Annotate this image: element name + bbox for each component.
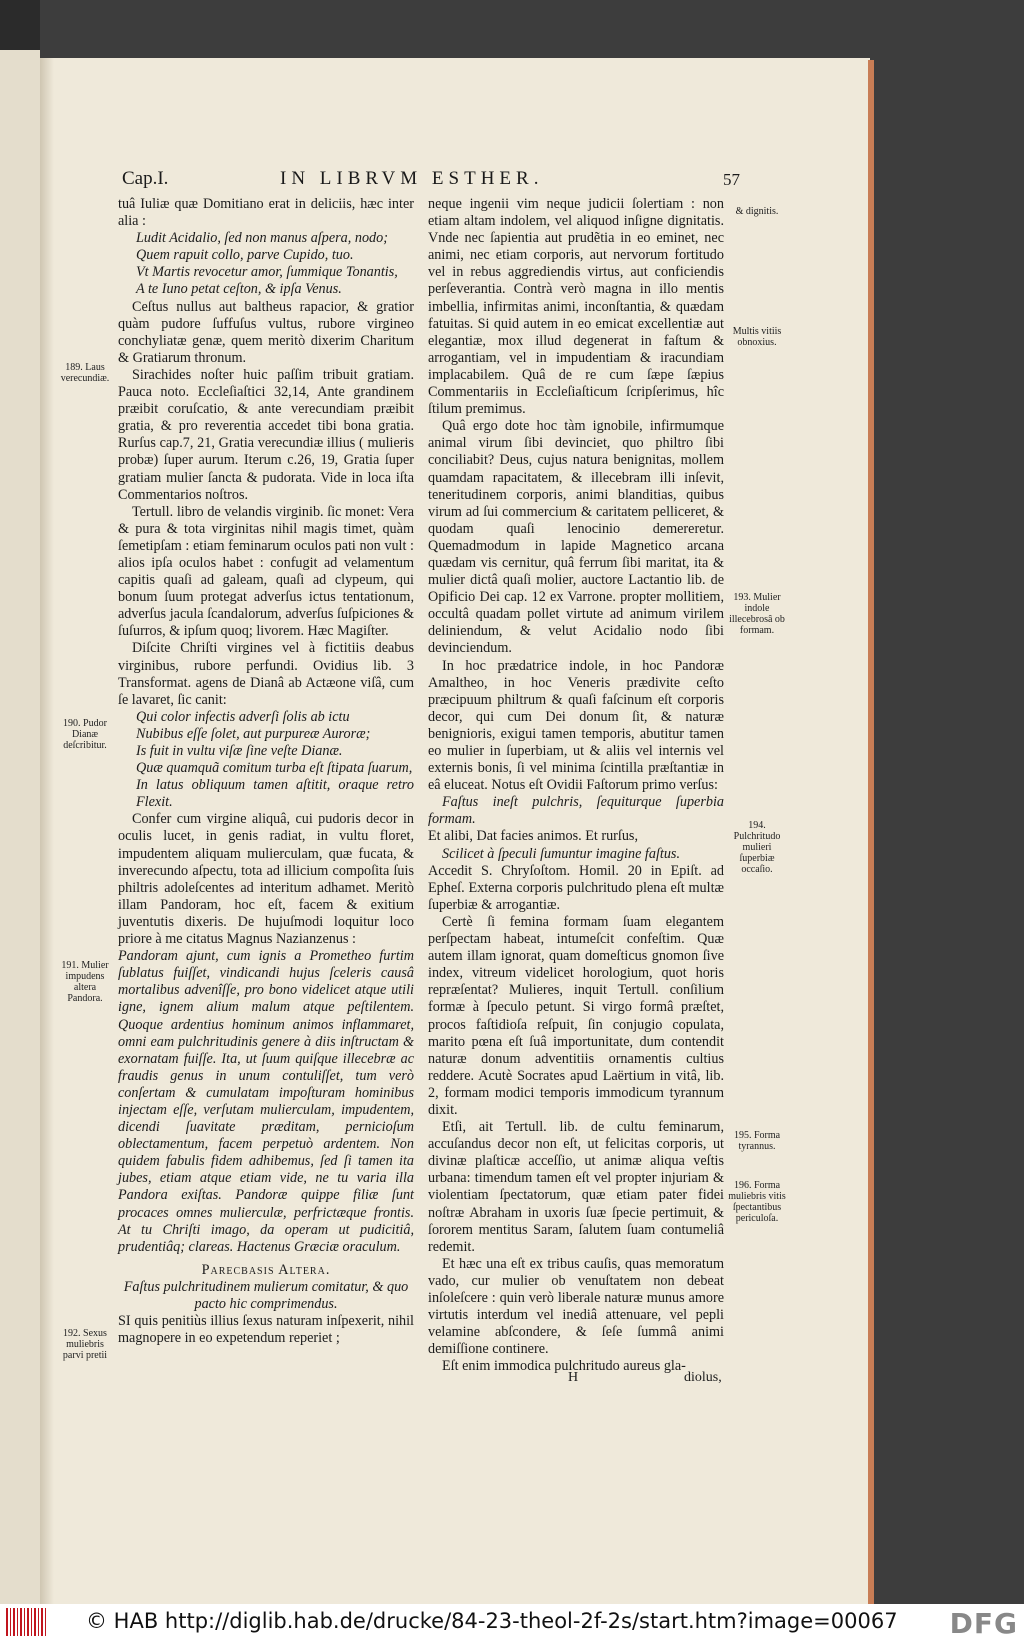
- right-column: [428, 196, 724, 1375]
- page-gutter: [40, 58, 54, 1604]
- verse-line: Quæ quamquã comitum turba eſt ſtipata ſuarum,: [136, 760, 413, 777]
- page-number: 57: [723, 170, 740, 189]
- signature-mark: H: [568, 1370, 579, 1385]
- paragraph: tuâ Iuliæ quæ Domitiano erat in deliciis, hæc inter alia :: [118, 196, 414, 230]
- margin-note: Multis vitiis obnoxius.: [732, 326, 782, 348]
- margin-note: 192. Sexus muliebris parvi pretii: [62, 1328, 108, 1361]
- margin-note: 190. Pudor Dianæ deſcribitur.: [63, 718, 107, 751]
- barcode-icon: [6, 1608, 46, 1636]
- verse-line: Ludit Acidalio, ſed non manus aſpera, nodo;: [136, 230, 388, 247]
- verse-line: Scilicet à ſpeculi ſumuntur imagine faſtus.: [442, 845, 681, 862]
- section-subtitle: Faſtus pulchritudinem mulierum comitatur, & quo pacto hic comprimendus.: [123, 1278, 409, 1312]
- paragraph: Accedit S. Chryſoſtom. Homil. 20 in Epiſt. ad Epheſ. Externa corporis pulchritudo plena eſt multæ ſuperbiæ & arrogantiæ.: [428, 862, 724, 913]
- catchword: diolus,: [684, 1370, 722, 1385]
- source-url[interactable]: © HAB http://diglib.hab.de/drucke/84-23-theol-2f-2s/start.htm?image=00067: [86, 1609, 898, 1633]
- paragraph: Et alibi, Dat facies animos. Et rurſus,: [428, 828, 638, 845]
- page-red-edge: [868, 60, 874, 1604]
- paragraph: neque ingenii vim neque judicii ſolertiam : non etiam altam indolem, vel aliquod inſigne dignitatis. Vnde nec ſapientia aut prudẽtia in eo eminet, nec animi, nec etiam corporis, aut nervorum fortitudo vel in rebus aggrediendis virtus, aut conficiendis perſeverantia. Contrà verò magna in illo mentis imbellia, infirmitas animi, inconſtantia, & quædam fatuitas. Si quid autem in eo emicat excellentiæ aut elegantiæ, mox illud degenerat in faſtum & arrogantiam, vel in impudentiam & iracundiam implacabilem. Quâ de re cum ſæpe ſæpius Commentariis in Eccleſiaſticum ſcripſerimus, hîc ſtilum premimus.: [428, 196, 724, 418]
- paragraph: Confer cum virgine aliquâ, cui pudoris decor in oculis lucet, in genis radiat, in vultu floret, impudentem aliquam mulierculam, quæ fucata, & inverecundo aſpectu, tota ad illicium compoſita ſuis philtris adoleſcentes ad interitum adhamet. Meritò illam Pandoram, hoc eſt, facem & exitium juventutis dixeris. De hujuſmodi loquitur loco priore à me citatus Magnus Nazianzenus :: [118, 811, 414, 948]
- left-column: [118, 196, 414, 1347]
- paragraph: Et hæc una eſt ex tribus cauſis, quas memoratum vado, cur mulier ob venuſtatem non debeat inſoleſcere : quin verò liberale naturæ munus amore virtutis interdum vel inediâ attenuare, vel pepli velamine abſcondere, & ſeſe ſummâ animi demiſſione continere.: [428, 1255, 724, 1358]
- margin-note: 189. Laus verecundiæ.: [60, 362, 110, 384]
- dfg-logo: DFG: [949, 1607, 1018, 1640]
- paragraph: Certè ſi femina formam ſuam elegantem perſpectam habeat, intumeſcit confeſtim. Quæ autem illam ignorat, quam domeſticus gnomon ſive index, vitreum videlicet horologium, quot horis repræſentat? Mulieres, inquit Tertull. conſilium formæ à ſpeculo petunt. Si virgo formâ præſtet, procos faſtidioſa reſpuit, ſin conjugio copulata, marito pœna eſt ſuâ importunitate, dum contendit naturæ donum adventitiis ornamentis cultius reddere. Acutè Socrates apud Laërtium in vitâ, lib. 2, formam modici temporis immodicum tyrannum dixit.: [428, 913, 724, 1118]
- margin-note: 193. Mulier indole illecebrosâ ob formam.: [729, 592, 785, 636]
- margin-note: 195. Forma tyrannus.: [733, 1130, 781, 1152]
- chapter-label: Cap.I.: [122, 168, 169, 189]
- footer-bar: [0, 1604, 1024, 1640]
- verse-line: Qui color infectis adverſi ſolis ab ictu: [136, 708, 350, 725]
- paragraph: Etſi, ait Tertull. lib. de cultu feminarum, accuſandus decor non eſt, ut felicitas corporis, ut divinæ plaſticæ acceſſio, ut animæ aliqua veſtis urbana: timendum tamen eſt vel propter injuriam & violentiam ſpectatorum, quæ etiam pater fidei noſtræ Abraham in uxoris ſuæ ſpecie pertimuit, & ſororem mentitus Saram, ſalutem ſuam contumeliâ redemit.: [428, 1119, 724, 1255]
- paragraph: Quâ ergo dote hoc tàm ignobile, infirmumque animal virum ſibi devinciet, quo philtro ſibi conciliabit? Deus, cujus natura benignitas, mollem quamdam rapacitatem, & illecebram illi inſevit, teneritudinem corporis, animi blanditias, quibus virum ad ſui commercium & caritatem pelliceret, & quodam quaſi lenocinio demereretur. Quemadmodum in lapide Magnetico arcana quædam vis cernitur, quâ ferrum ſibi maritat, ita & mulier dictâ quaſi molier, auctore Lactantio lib. de Opificio Dei cap. 12 ex Varrone. propter mollitiem, occultâ quadam pollet virtute ad animum virilem deliniendum, & velut Acidalio nodo ſibi devinciendum.: [428, 418, 724, 657]
- verse-line: Is fuit in vultu viſæ ſine veſte Dianæ.: [136, 743, 343, 759]
- verse-line: A te Iuno petat ceſton, & ipſa Venus.: [136, 281, 342, 298]
- quotation: Pandoram ajunt, cum ignis a Prometheo furtim ſublatus fuiſſet, vindicandi hujus ſceleris causâ mortalibus advenîſſe, pro bono videlicet atque utili igne, ignem alium malum atque peſtilentem. Quoque ardentius hominum animos inflammaret, omni eam pulchritudinis genere à diis inſtructam & exornatam fuiſſe. Ita, ut ſuum quiſque illecebræ ac fraudis genus in unum contuliſſet, tum verò conſertam & cumulatam impoſturam hominibus injectam eſſe, verſutam mulierculam, impudentem, dicendi ſuavitate præditam, pernicioſum oblectamentum, facem perpetuò ardentem. Non quidem fabulis fidem adhibemus, ſed ſi tamen ita jubes, etiam atque etiam vide, ne tu varia illa Pandora exiſtas. Pandoræ quippe filiæ ſunt procaces omnes mulierculæ, perfrictæque frontis. At tu Chriſti imago, da operam ut pudicitiâ, prudentiâq; clareas. Hactenus Græciæ oraculum.: [118, 948, 414, 1255]
- margin-note: 191. Mulier impudens altera Pandora.: [61, 960, 109, 1004]
- paragraph: Diſcite Chriſti virgines vel à fictitiis deabus virginibus, rubore perfundi. Ovidius lib. 3 Transformat. agens de Dianâ ab Actæone viſâ, cum ſe lavaret, ſic canit:: [118, 640, 414, 708]
- running-header: [120, 168, 740, 192]
- paragraph: Tertull. libro de velandis virginib. ſic monet: Vera & pura & tota virginitas nihil magis timet, quàm ſemetipſam : etiam feminarum oculos pati non vult : alios ipſa oculos habet : confugit ad velamentum capitis quaſi ad galeam, quaſi ad clypeum, qui bonum ſuum protegat adverſus ictus tentationum, adverſus jacula ſcandalorum, adverſus ſuſpiciones & ſuſurros, & ipſum quoq; livorem. Hæc Magiſter.: [118, 503, 414, 640]
- previous-page-edge: [0, 50, 40, 1610]
- verse-line: Vt Martis revocetur amor, ſummique Tonantis,: [136, 264, 398, 281]
- paragraph: Eſt enim immodica pulchritudo aureus gla-: [442, 1358, 686, 1375]
- running-title: IN LIBRVM ESTHER.: [280, 168, 544, 189]
- margin-note: 196. Forma muliebris vitis ſpectantibus periculoſa.: [728, 1180, 786, 1224]
- verse-line: Faſtus ineſt pulchris, ſequiturque ſuperbia formam.: [428, 794, 724, 828]
- paragraph: SI quis penitiùs illius ſexus naturam inſpexerit, nihil magnopere in eo expetendum reperiet ;: [118, 1313, 414, 1347]
- margin-note: & dignitis.: [735, 206, 779, 217]
- margin-note: 194. Pulchritudo mulieri ſuperbiæ occaſio.: [733, 820, 781, 875]
- section-heading: Parecbasis Altera.: [201, 1261, 331, 1278]
- verse-line: Nubibus eſſe ſolet, aut purpureæ Auroræ;: [136, 725, 371, 742]
- paragraph: Ceſtus nullus aut baltheus rapacior, & gratior quàm pudore ſuffuſus vultus, rubore virgineo conchyliatæ genæ, quem meritò dixerim Charitum & Gratiarum thronum.: [118, 298, 414, 366]
- verse-line: In latus obliquum tamen aſtitit, oraque retro Flexit.: [136, 777, 414, 811]
- paragraph: Sirachides noſter huic paſſim tribuit gratiam. Pauca noto. Eccleſiaſtici 32,14, Ante grandinem præibit coruſcatio, & ante verecundiam præibit gratia, & pro reverentia accedet tibi bona gratia. Rurſus cap.7, 21, Gratia verecundiæ illius ( mulieris probæ) ſuper aurum. Iterum c.26, 19, Gratia ſuper gratiam mulier ſancta & pudorata. Vide in loca iſta Commentarios noſtros.: [118, 366, 414, 503]
- verse-line: Quem rapuit collo, parve Cupido, tuo.: [136, 247, 354, 264]
- paragraph: In hoc prædatrice indole, in hoc Pandoræ Amaltheo, in hoc Veneris prædivite ceſto præcipuum philtrum & quaſi faſcinum eſt corporis decor, qui cum Dei donum ſit, & naturæ benignioris, exigui tamen temporis, abutitur tamen eo mulier in ſuperbiam, ut & aliis vel internis vel externis bonis, ſi vel minima ſcintilla præſtantiæ in eâ eluceat. Notus eſt Ovidii Faſtorum primo verſus:: [428, 657, 724, 794]
